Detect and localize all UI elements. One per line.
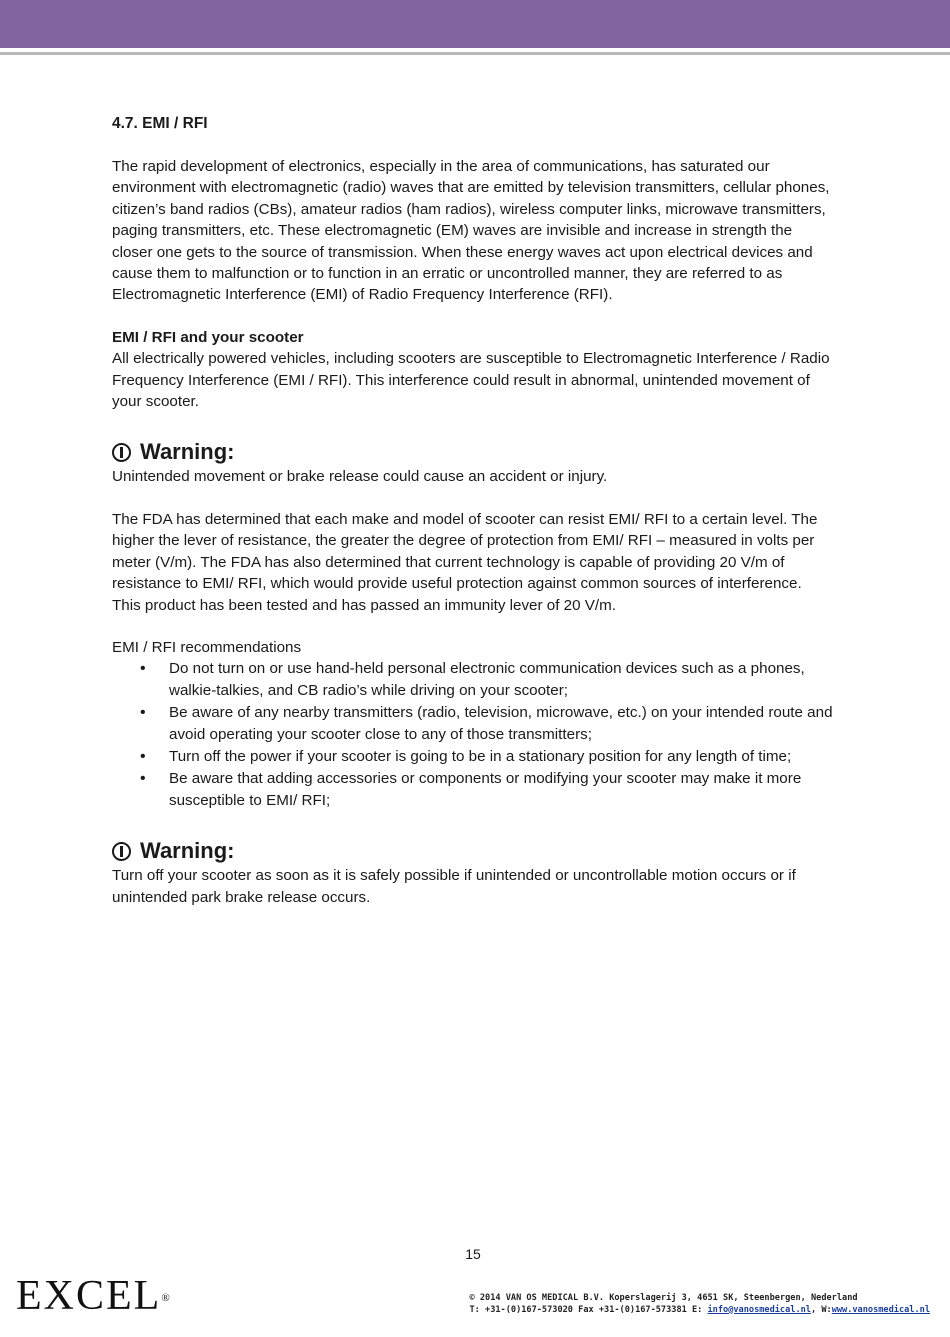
- recommendations-heading: EMI / RFI recommendations: [112, 638, 302, 656]
- scooter-subheading: EMI / RFI and your scooter: [112, 328, 304, 346]
- page-number: 15: [465, 1246, 481, 1262]
- section-heading: 4.7. EMI / RFI: [112, 115, 208, 132]
- list-item: • Turn off the power if your scooter is going to be in a stationary position for any length of time;: [112, 746, 834, 767]
- footer-copyright: © 2014 VAN OS MEDICAL B.V. Koperslagerij 3, 4651 SK, Steenbergen, Nederland: [469, 1293, 858, 1303]
- footer-phone: T: +31-(0)167-573020 Fax +31-(0)167-573381 E:: [469, 1304, 708, 1315]
- intro-paragraph: The rapid development of electronics, especially in the area of communications, has saturated our environment with electromagnetic (radio) waves that are emitted by television transmitters, cellular phones, citizen’s band radios (CBs), amateur radios (ham radios), wireless computer links, microwave transmitters, paging transmitters, etc. These electromagnetic (EM) waves are invisible and increase in strength the closer one gets to the source of transmission. When these energy waves act upon electrical devices and cause them to malfunction or to function in an erratic or uncontrolled manner, they are referred to as Electromagnetic Interference (EMI) of Radio Frequency Interference (RFI).: [112, 158, 830, 304]
- page-content: [112, 113, 834, 929]
- list-item: • Be aware that adding accessories or components or modifying your scooter may make it more susceptible to EMI/ RFI;: [112, 768, 834, 811]
- footer-contact: [470, 1293, 931, 1316]
- warning-text-2: Turn off your scooter as soon as it is safely possible if unintended or uncontrollable motion occurs or if unintended park brake release occurs.: [112, 867, 796, 906]
- email-link[interactable]: info@vanosmedical.nl: [707, 1304, 811, 1315]
- warning-title-1: Warning:: [140, 439, 235, 465]
- header-rule: [0, 52, 950, 55]
- footer-web-label: , W:: [810, 1304, 832, 1315]
- warning-heading-2: [112, 837, 834, 865]
- excel-logo: [16, 1273, 170, 1319]
- recommendations-list: [112, 658, 834, 811]
- info-warning-icon: [112, 443, 131, 462]
- warning-title-2: Warning:: [140, 838, 235, 864]
- warning-heading-1: [112, 438, 834, 466]
- warning-text-1: Unintended movement or brake release could cause an accident or injury.: [112, 468, 608, 486]
- list-item: • Do not turn on or use hand-held personal electronic communication devices such as a phones, walkie-talkies, and CB radio’s while driving on your scooter;: [112, 658, 834, 701]
- fda-paragraph: The FDA has determined that each make and model of scooter can resist EMI/ RFI to a certain level. The higher the lever of resistance, the greater the degree of protection from EMI/ RFI – measured in volts per meter (V/m). The FDA has also determined that current technology is capable of providing 20 V/m of resistance to EMI/ RFI, which would provide useful protection against common sources of interference. This product has been tested and has passed an immunity lever of 20 V/m.: [112, 510, 818, 614]
- header-band: [0, 0, 950, 48]
- info-warning-icon: [112, 842, 131, 861]
- website-link[interactable]: www.vanosmedical.nl: [831, 1304, 930, 1315]
- list-item: • Be aware of any nearby transmitters (radio, television, microwave, etc.) on your intended route and avoid operating your scooter close to any of those transmitters;: [112, 702, 834, 745]
- logo-text: EXCEL: [16, 1273, 162, 1319]
- scooter-block: [112, 327, 834, 413]
- registered-mark: ®: [161, 1292, 170, 1304]
- footer-contact-line: [470, 1305, 931, 1317]
- scooter-paragraph: All electrically powered vehicles, including scooters are susceptible to Electromagnetic Interference / Radio Frequency Interference (EMI / RFI). This interference could result in abnormal, unintended movement of your scooter.: [112, 350, 830, 411]
